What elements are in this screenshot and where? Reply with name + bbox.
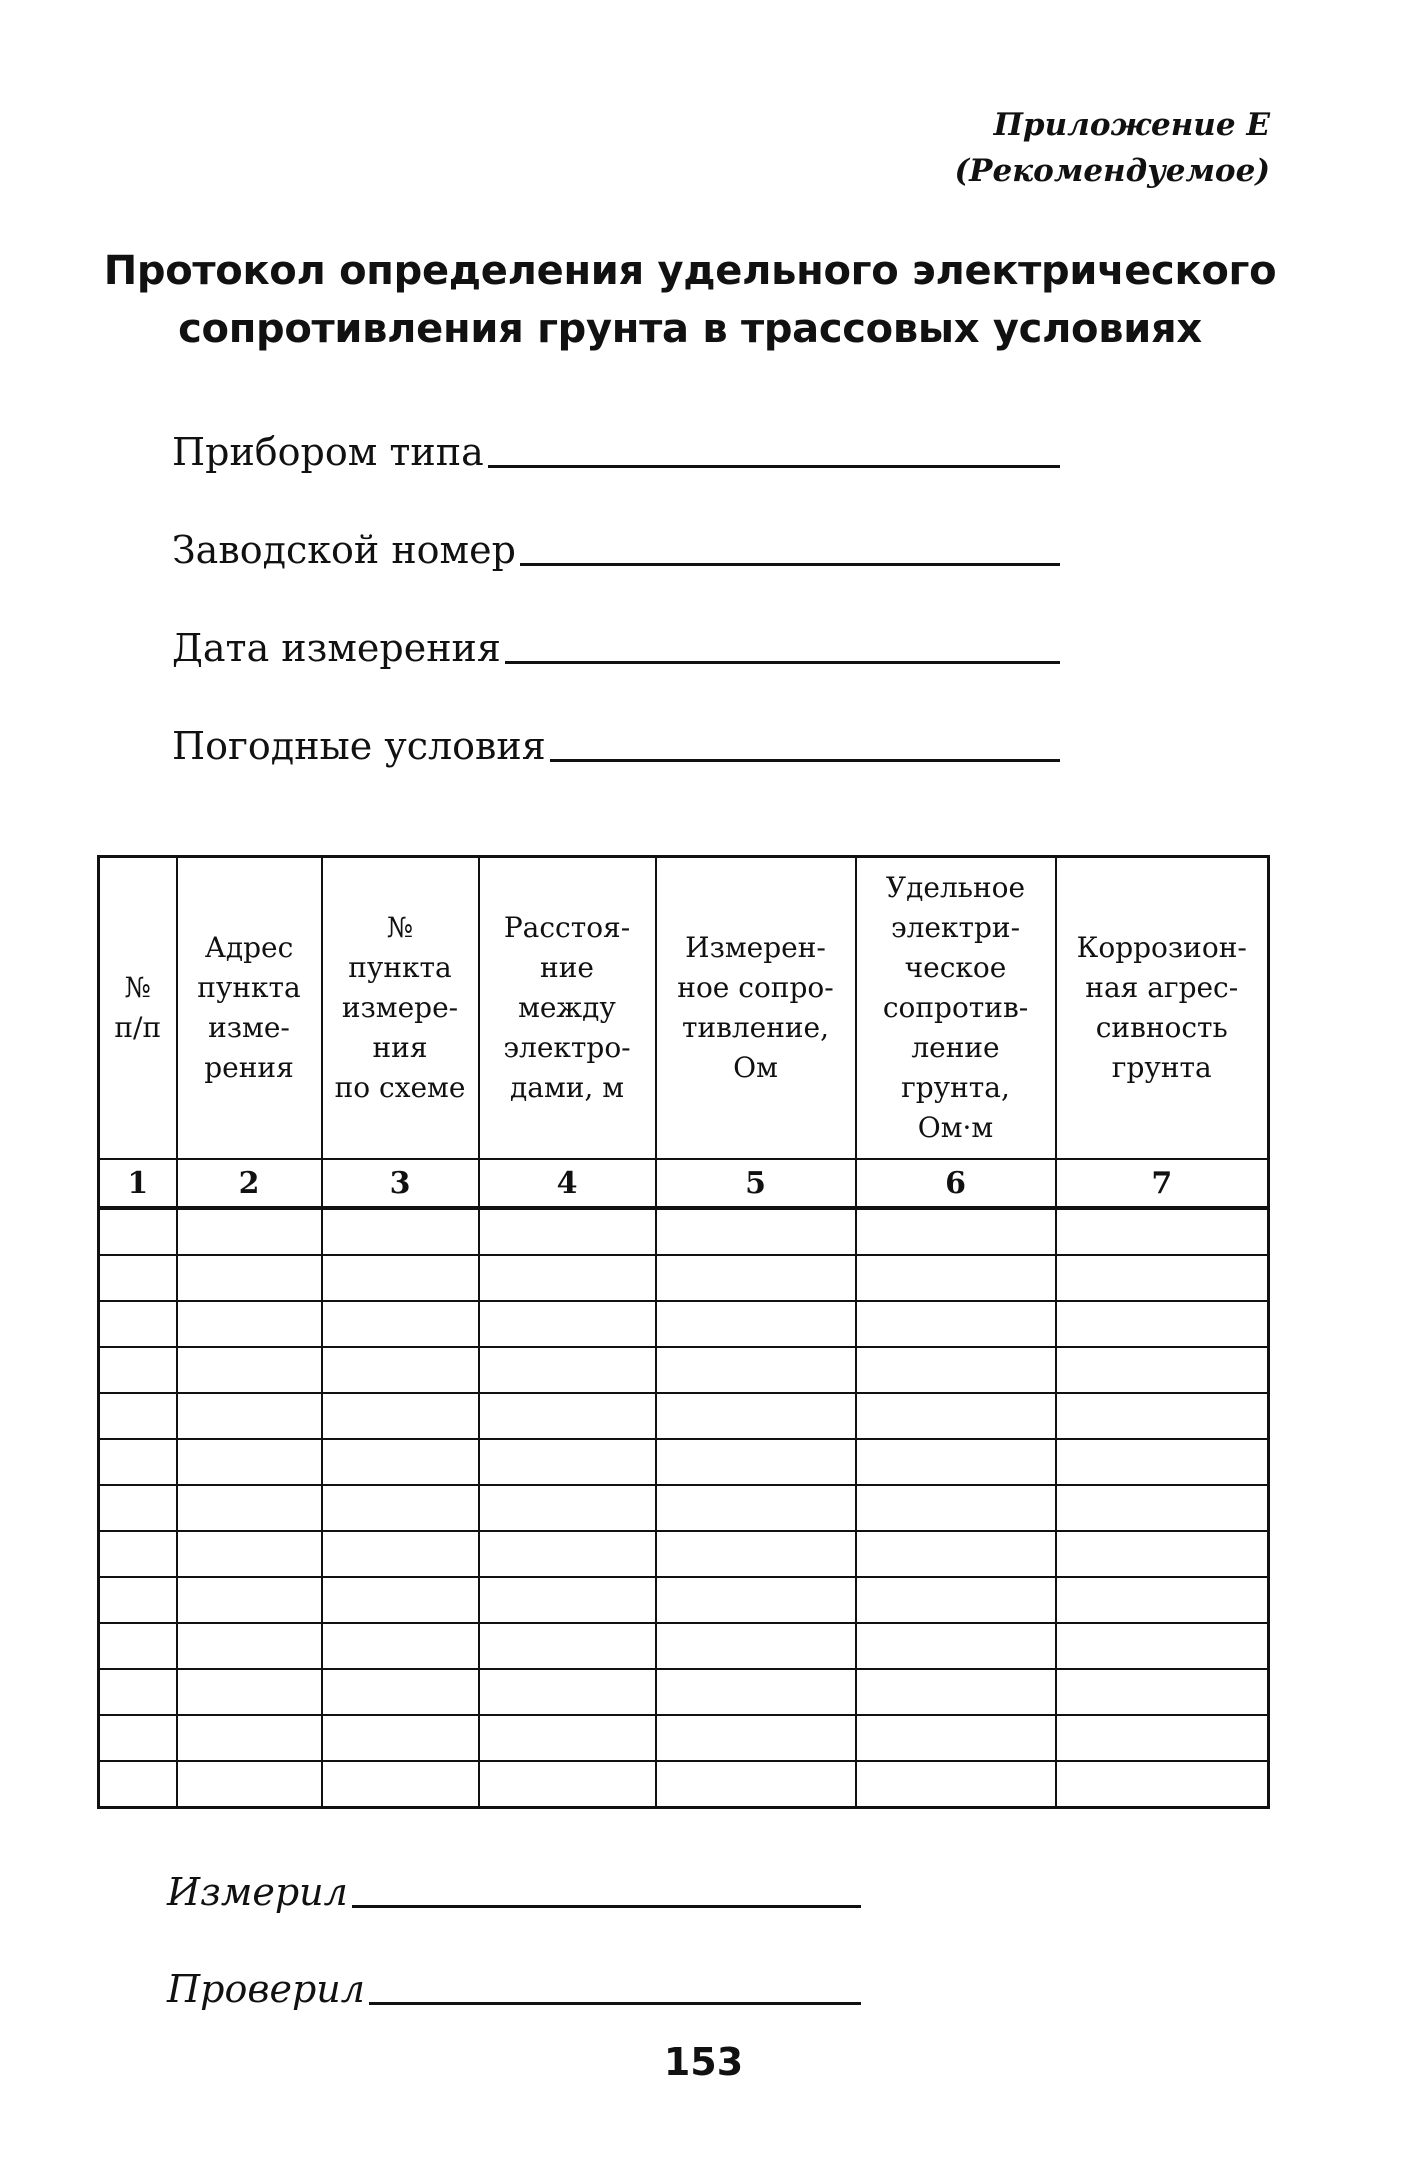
field-label: Дата измерения (172, 626, 501, 670)
table-cell[interactable] (656, 1531, 856, 1577)
table-cell[interactable] (177, 1393, 322, 1439)
table-cell[interactable] (479, 1301, 656, 1347)
field-serial-number (172, 526, 1060, 572)
table-cell[interactable] (177, 1208, 322, 1255)
table-cell[interactable] (177, 1669, 322, 1715)
table-cell[interactable] (1056, 1761, 1269, 1808)
signature-line[interactable] (352, 1905, 861, 1908)
table-cell[interactable] (322, 1577, 479, 1623)
column-header-measured-resistance: Измерен- ное сопро- тивление, Ом (656, 857, 856, 1160)
table-cell[interactable] (99, 1393, 177, 1439)
table-cell[interactable] (322, 1208, 479, 1255)
table-cell[interactable] (99, 1531, 177, 1577)
column-header-address: Адрес пункта изме- рения (177, 857, 322, 1160)
title-line-1: Протокол определения удельного электрического (103, 248, 1277, 294)
table-cell[interactable] (177, 1485, 322, 1531)
table-row (99, 1577, 1269, 1623)
table-cell[interactable] (479, 1715, 656, 1761)
table-cell[interactable] (479, 1761, 656, 1808)
table-row (99, 1255, 1269, 1301)
table-cell[interactable] (322, 1255, 479, 1301)
column-number: 7 (1056, 1159, 1269, 1208)
column-number: 3 (322, 1159, 479, 1208)
table-cell[interactable] (479, 1208, 656, 1255)
field-weather-conditions (172, 722, 1060, 768)
table-cell[interactable] (177, 1301, 322, 1347)
table-cell[interactable] (99, 1208, 177, 1255)
table-cell[interactable] (656, 1393, 856, 1439)
table-cell[interactable] (322, 1715, 479, 1761)
table-cell[interactable] (856, 1623, 1056, 1669)
table-cell[interactable] (856, 1761, 1056, 1808)
table-cell[interactable] (99, 1623, 177, 1669)
table-cell[interactable] (656, 1669, 856, 1715)
table-cell[interactable] (1056, 1669, 1269, 1715)
table-cell[interactable] (856, 1485, 1056, 1531)
table-cell[interactable] (479, 1531, 656, 1577)
table-cell[interactable] (1056, 1208, 1269, 1255)
field-label: Заводской номер (172, 528, 516, 572)
table-row (99, 1531, 1269, 1577)
table-cell[interactable] (856, 1439, 1056, 1485)
appendix-heading (670, 102, 1270, 194)
table-cell[interactable] (99, 1577, 177, 1623)
appendix-label: Приложение Е (993, 107, 1270, 143)
table-cell[interactable] (856, 1255, 1056, 1301)
table-cell[interactable] (177, 1347, 322, 1393)
table-row (99, 1347, 1269, 1393)
table-cell[interactable] (656, 1208, 856, 1255)
fill-line[interactable] (520, 563, 1060, 566)
fill-line[interactable] (550, 759, 1060, 762)
table-cell[interactable] (479, 1439, 656, 1485)
table-cell[interactable] (177, 1439, 322, 1485)
table-cell[interactable] (479, 1255, 656, 1301)
column-header-number: № п/п (99, 857, 177, 1160)
table-cell[interactable] (656, 1439, 856, 1485)
column-number: 5 (656, 1159, 856, 1208)
column-header-electrode-distance: Расстоя- ние между электро- дами, м (479, 857, 656, 1160)
column-header-resistivity: Удельное электри- ческое сопротив- ление грунта, Ом·м (856, 857, 1056, 1160)
table-cell[interactable] (656, 1761, 856, 1808)
table-row (99, 1439, 1269, 1485)
column-number: 6 (856, 1159, 1056, 1208)
table-row (99, 1669, 1269, 1715)
table-cell[interactable] (479, 1347, 656, 1393)
protocol-table (97, 855, 1270, 1809)
signature-label: Измерил (167, 1870, 348, 1914)
table-cell[interactable] (856, 1393, 1056, 1439)
table-cell[interactable] (479, 1577, 656, 1623)
table-cell[interactable] (656, 1255, 856, 1301)
document-title (0, 242, 1380, 358)
table-cell[interactable] (177, 1623, 322, 1669)
table-cell[interactable] (177, 1577, 322, 1623)
table-cell[interactable] (1056, 1393, 1269, 1439)
table-row (99, 1485, 1269, 1531)
table-cell[interactable] (322, 1301, 479, 1347)
table-cell[interactable] (99, 1485, 177, 1531)
table-cell[interactable] (1056, 1255, 1269, 1301)
table-cell[interactable] (99, 1347, 177, 1393)
table-row (99, 1761, 1269, 1808)
signature-measured-by (167, 1866, 861, 1914)
table-cell[interactable] (1056, 1577, 1269, 1623)
table-row (99, 1393, 1269, 1439)
table-cell[interactable] (1056, 1531, 1269, 1577)
table-cell[interactable] (322, 1669, 479, 1715)
appendix-note: (Рекомендуемое) (954, 153, 1270, 189)
title-line-2: сопротивления грунта в трассовых условиях (178, 306, 1202, 352)
table-cell[interactable] (322, 1439, 479, 1485)
signature-checked-by (167, 1963, 861, 2011)
table-cell[interactable] (1056, 1347, 1269, 1393)
table-row (99, 1715, 1269, 1761)
table-cell[interactable] (99, 1301, 177, 1347)
table-cell[interactable] (479, 1393, 656, 1439)
table-cell[interactable] (656, 1577, 856, 1623)
table-cell[interactable] (856, 1347, 1056, 1393)
table-cell[interactable] (177, 1531, 322, 1577)
field-label: Погодные условия (172, 724, 546, 768)
table-cell[interactable] (322, 1623, 479, 1669)
column-header-corrosivity: Коррозион- ная агрес- сивность грунта (1056, 857, 1269, 1160)
column-number: 4 (479, 1159, 656, 1208)
table-cell[interactable] (856, 1531, 1056, 1577)
table-cell[interactable] (1056, 1301, 1269, 1347)
table-cell[interactable] (322, 1531, 479, 1577)
table-cell[interactable] (177, 1255, 322, 1301)
table-cell[interactable] (177, 1715, 322, 1761)
signature-label: Проверил (167, 1967, 365, 2011)
table-cell[interactable] (99, 1439, 177, 1485)
table-cell[interactable] (1056, 1485, 1269, 1531)
table-cell[interactable] (322, 1347, 479, 1393)
table-cell[interactable] (656, 1347, 856, 1393)
signature-line[interactable] (369, 2002, 861, 2005)
column-number-row (99, 1159, 1269, 1208)
table-cell[interactable] (656, 1301, 856, 1347)
table-row (99, 1208, 1269, 1255)
table-cell[interactable] (99, 1761, 177, 1808)
table-cell[interactable] (479, 1485, 656, 1531)
field-device-type (172, 428, 1060, 474)
table-header-row (99, 857, 1269, 1160)
table-cell[interactable] (479, 1669, 656, 1715)
table-cell[interactable] (322, 1393, 479, 1439)
table-cell[interactable] (99, 1669, 177, 1715)
field-label: Прибором типа (172, 430, 484, 474)
table-cell[interactable] (856, 1301, 1056, 1347)
table-cell[interactable] (656, 1485, 856, 1531)
table-cell[interactable] (99, 1255, 177, 1301)
table-cell[interactable] (856, 1715, 1056, 1761)
page-number: 153 (663, 2040, 744, 2084)
table-row (99, 1301, 1269, 1347)
table-cell[interactable] (99, 1715, 177, 1761)
table-cell[interactable] (656, 1623, 856, 1669)
field-measurement-date (172, 624, 1060, 670)
table-cell[interactable] (856, 1577, 1056, 1623)
table-cell[interactable] (856, 1208, 1056, 1255)
table-cell[interactable] (479, 1623, 656, 1669)
table-cell[interactable] (656, 1715, 856, 1761)
fill-line[interactable] (488, 465, 1060, 468)
table-cell[interactable] (322, 1761, 479, 1808)
fill-line[interactable] (505, 661, 1060, 664)
table-cell[interactable] (1056, 1715, 1269, 1761)
table-cell[interactable] (177, 1761, 322, 1808)
column-header-point-number: № пункта измере- ния по схеме (322, 857, 479, 1160)
column-number: 1 (99, 1159, 177, 1208)
column-number: 2 (177, 1159, 322, 1208)
table-cell[interactable] (1056, 1623, 1269, 1669)
table-cell[interactable] (322, 1485, 479, 1531)
table-cell[interactable] (1056, 1439, 1269, 1485)
table-row (99, 1623, 1269, 1669)
table-cell[interactable] (856, 1669, 1056, 1715)
